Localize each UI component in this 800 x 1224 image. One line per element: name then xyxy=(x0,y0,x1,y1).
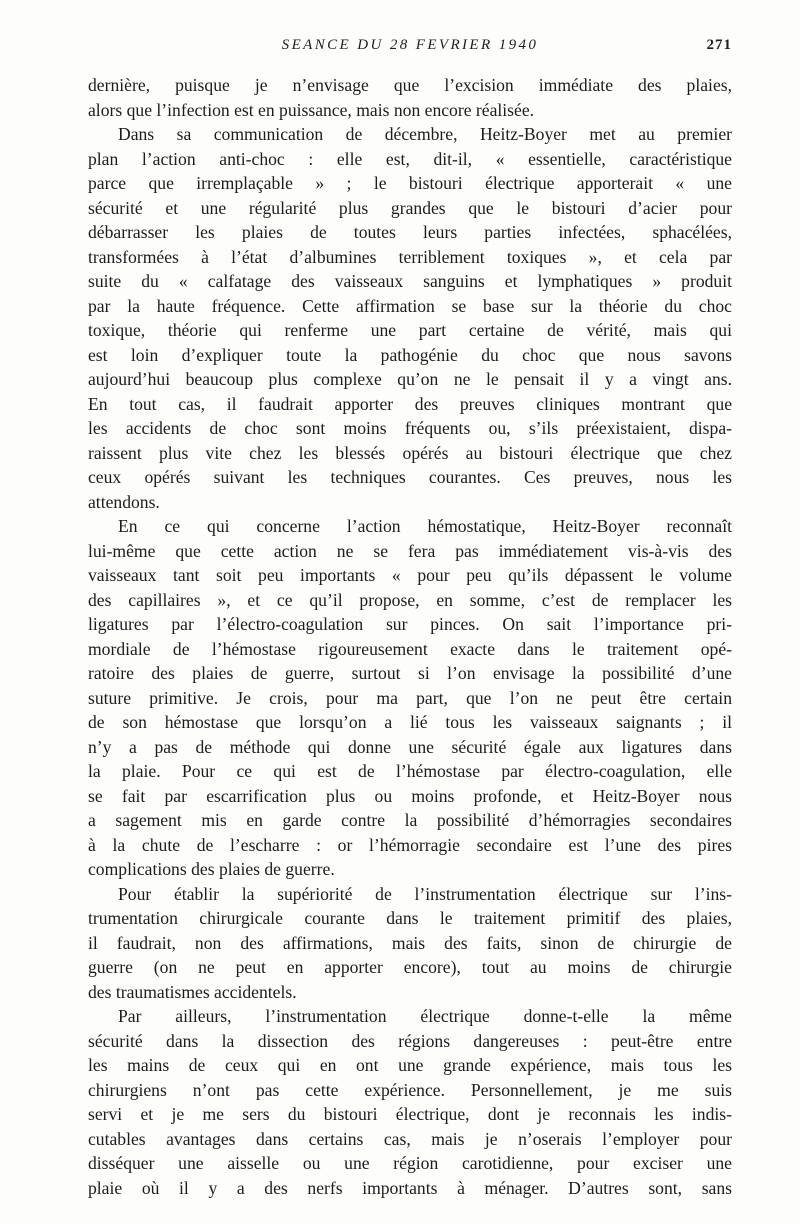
text-line: les accidents de choc sont moins fréquents ou, s’ils préexistaient, dispa- xyxy=(88,418,732,438)
text-line: En tout cas, il faudrait apporter des preuves cliniques montrant que xyxy=(88,393,732,414)
text-line: ceux opérés suivant les techniques courantes. Ces preuves, nous les xyxy=(88,467,732,487)
text-line: de son hémostase que lorsqu’on a lié tous les vaisseaux saignants ; il xyxy=(88,712,732,732)
text-line: Dans sa communication de décembre, Heitz-Boyer met au premier xyxy=(118,124,732,144)
text-line: suite du « calfatage des vaisseaux sanguins et lymphatiques » produit xyxy=(88,271,732,291)
text-line: mordiale de l’hémostase rigoureusement exacte dans le traitement opé- xyxy=(88,638,732,659)
paragraph xyxy=(88,514,732,882)
paragraph xyxy=(88,122,732,514)
text-line: Par ailleurs, l’instrumentation électrique donne-t-elle la même xyxy=(118,1006,732,1026)
text-line: complications des plaies de guerre. xyxy=(88,859,335,879)
text-line: dernière, puisque je n’envisage que l’excision immédiate des plaies, xyxy=(88,75,732,95)
text-line: toxique, théorie qui renferme une part certaine de vérité, mais qui xyxy=(88,320,732,340)
text-line: a sagement mis en garde contre la possibilité d’hémorragies secondaires xyxy=(88,810,732,830)
text-line: disséquer une aisselle ou une région carotidienne, pour exciser une xyxy=(88,1153,732,1173)
text-line: cutables avantages dans certains cas, mais je n’oserais l’employer pour xyxy=(88,1128,732,1149)
text-line: ratoire des plaies de guerre, surtout si l’on envisage la possibilité d’une xyxy=(88,663,732,683)
text-line: plaie où il y a des nerfs importants à ménager. D’autres sont, sans xyxy=(88,1177,732,1198)
text-line: débarrasser les plaies de toutes leurs parties infectées, sphacélées, xyxy=(88,222,732,242)
paragraph xyxy=(88,73,732,122)
text-line: guerre (on ne peut en apporter encore), tout au moins de chirurgie xyxy=(88,957,732,977)
text-line: servi et je me sers du bistouri électrique, dont je reconnais les indis- xyxy=(88,1104,732,1124)
text-line: n’y a pas de méthode qui donne une sécurité égale aux ligatures dans xyxy=(88,736,732,757)
text-line: Pour établir la supériorité de l’instrumentation électrique sur l’ins- xyxy=(118,883,732,904)
text-line: la plaie. Pour ce qui est de l’hémostase par électro-coagulation, elle xyxy=(88,761,732,781)
running-title: SEANCE DU 28 FEVRIER 1940 xyxy=(281,37,539,53)
text-line: alors que l’infection est en puissance, mais non encore réalisée. xyxy=(88,99,535,120)
paragraph xyxy=(88,1004,732,1200)
text-line: ligatures par l’électro-coagulation sur pinces. On sait l’importance pri- xyxy=(88,614,732,634)
running-header xyxy=(88,34,732,56)
text-line: suture primitive. Je crois, pour ma part, que l’on ne peut être certain xyxy=(88,687,732,708)
text-line: raissent plus vite chez les blessés opérés au bistouri électrique que chez xyxy=(88,442,732,463)
text-line: parce que irremplaçable » ; le bistouri électrique apporterait « une xyxy=(88,173,732,193)
body-text xyxy=(88,73,732,1200)
text-line: les mains de ceux qui en ont une grande expérience, mais tous les xyxy=(88,1055,732,1075)
text-line: vaisseaux tant soit peu importants « pour peu qu’ils dépassent le volume xyxy=(88,565,732,585)
text-line: des capillaires », et ce qu’il propose, en somme, c’est de remplacer les xyxy=(88,589,732,610)
paragraph xyxy=(88,882,732,1005)
text-line: il faudrait, non des affirmations, mais des faits, sinon de chirurgie de xyxy=(88,932,732,953)
text-line: chirurgiens n’ont pas cette expérience. Personnellement, je me suis xyxy=(88,1079,732,1100)
text-line: sécurité et une régularité plus grandes que le bistouri d’acier pour xyxy=(88,197,732,218)
text-line: plan l’action anti-choc : elle est, dit-il, « essentielle, caractéristique xyxy=(88,148,732,169)
text-line: En ce qui concerne l’action hémostatique, Heitz-Boyer reconnaît xyxy=(118,516,732,536)
text-line: est loin d’expliquer toute la pathogénie du choc que nous savons xyxy=(88,344,732,365)
text-line: à la chute de l’escharre : or l’hémorragie secondaire est l’une des pires xyxy=(88,834,732,855)
text-line: attendons. xyxy=(88,491,160,512)
text-line: transformées à l’état d’albumines terriblement toxiques », et cela par xyxy=(88,246,732,267)
text-line: lui-même que cette action ne se fera pas immédiatement vis-à-vis des xyxy=(88,540,732,561)
text-line: des traumatismes accidentels. xyxy=(88,981,297,1002)
text-line: trumentation chirurgicale courante dans le traitement primitif des plaies, xyxy=(88,908,732,928)
text-line: par la haute fréquence. Cette affirmation se base sur la théorie du choc xyxy=(88,295,732,316)
text-line: aujourd’hui beaucoup plus complexe qu’on ne le pensait il y a vingt ans. xyxy=(88,369,732,389)
text-line: sécurité dans la dissection des régions dangereuses : peut-être entre xyxy=(88,1030,732,1051)
text-line: se fait par escarrification plus ou moins profonde, et Heitz-Boyer nous xyxy=(88,785,732,806)
page-number: 271 xyxy=(706,37,732,53)
